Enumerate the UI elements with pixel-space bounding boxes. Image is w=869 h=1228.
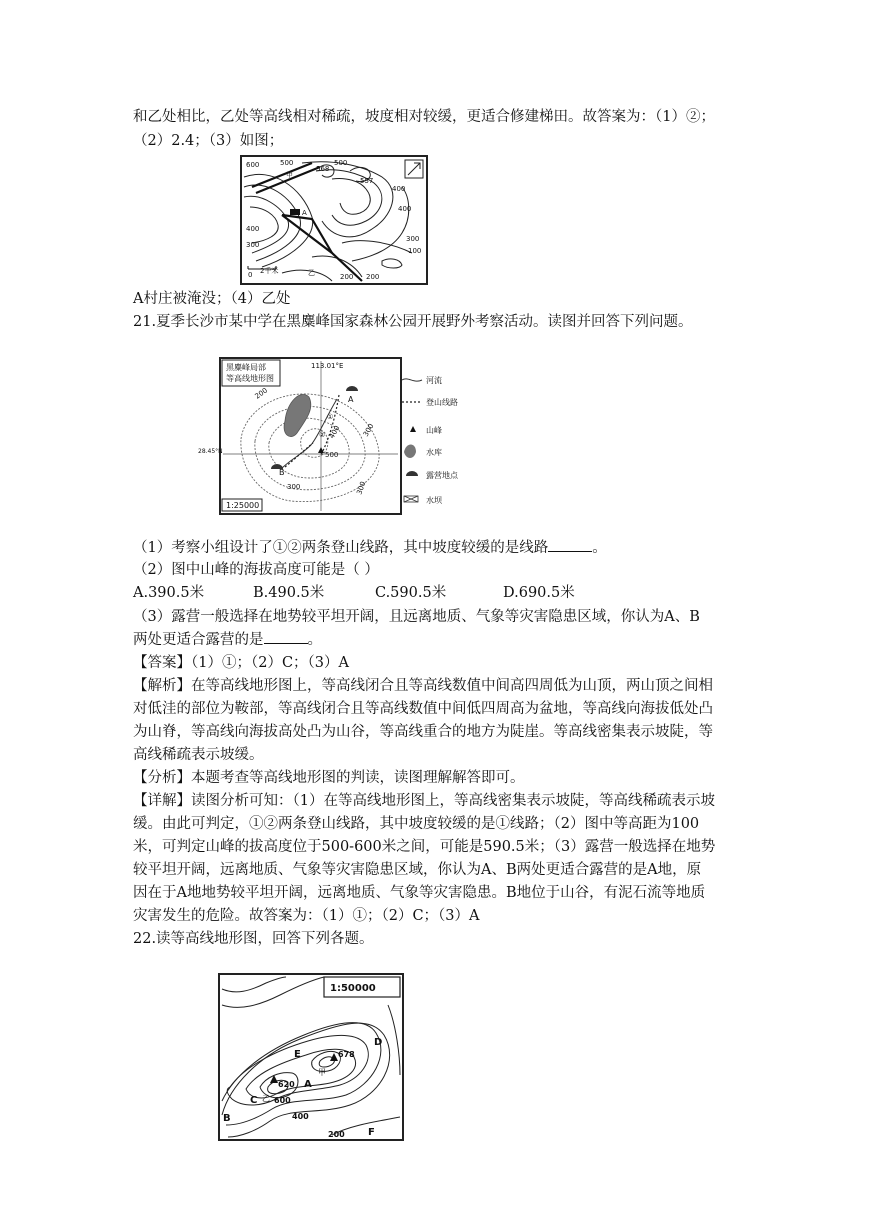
map3-elev-600: 600 bbox=[274, 1096, 291, 1105]
punct: 。 bbox=[307, 632, 322, 648]
map2-lon: 113.01°E bbox=[311, 362, 344, 370]
legend-label: 河流 bbox=[426, 376, 442, 385]
sub-question-3-cont bbox=[133, 629, 322, 651]
map1-label: 400 bbox=[246, 225, 260, 233]
option-d: D.690.5米 bbox=[503, 585, 575, 601]
answer-line: 【答案】（1）①；（2）C；（3）A bbox=[133, 655, 349, 671]
sub-question-1-text: （1）考察小组设计了①②两条登山线路，其中坡度较缓的是线路 bbox=[133, 540, 549, 556]
heimifeng-contour-map bbox=[219, 357, 402, 515]
option-c: C.590.5米 bbox=[375, 585, 447, 601]
legend-label: 水库 bbox=[426, 448, 442, 457]
map2-contour-label: 500 bbox=[325, 451, 339, 459]
legend-label: 登山线路 bbox=[426, 398, 458, 407]
option-b: B.490.5米 bbox=[253, 585, 325, 601]
map1-label: 500 bbox=[280, 159, 294, 167]
map2-contour-label: 300 bbox=[361, 422, 376, 438]
answer-blank bbox=[548, 537, 592, 552]
text-line: （2）2.4；（3）如图； bbox=[133, 133, 284, 149]
map1-label: 甲 bbox=[286, 171, 293, 179]
map2-contour-label: 300 bbox=[287, 483, 301, 491]
map2-scale: 1:25000 bbox=[226, 501, 260, 510]
question-21: 21.夏季长沙市某中学在黑麋峰国家森林公园开展野外考察活动。读图并回答下列问题。 bbox=[133, 314, 693, 330]
map3-label-yi: 乙 bbox=[262, 1094, 270, 1103]
map1-label: 300 bbox=[406, 235, 420, 243]
map1-label: 600 bbox=[246, 161, 260, 169]
sub-question-3: （3）露营一般选择在地势较平坦开阔，且远离地质、气象等灾害隐患区域，你认为A、B bbox=[133, 609, 700, 625]
punct: 。 bbox=[592, 540, 607, 556]
contour-map-answer-svg bbox=[242, 157, 426, 283]
map3-elev-620: 620 bbox=[278, 1080, 295, 1089]
sub-question-1 bbox=[133, 537, 607, 559]
reservoir-legend-icon bbox=[404, 445, 416, 459]
map3-elev-400: 400 bbox=[292, 1112, 309, 1121]
sub-question-2: （2）图中山峰的海拔高度可能是（ ） bbox=[133, 562, 379, 578]
detail-line: 缓。由此可判定，①②两条登山线路，其中坡度较缓的是①线路；（2）图中等高距为100 bbox=[133, 816, 700, 832]
legend-label: 露营地点 bbox=[426, 471, 458, 480]
map2-contour-label: 300 bbox=[355, 480, 368, 496]
map2-title-line1: 黑麋峰局部 bbox=[226, 363, 266, 372]
map2-legend bbox=[400, 372, 460, 506]
map3-elev-200: 200 bbox=[328, 1130, 345, 1139]
contour-map-q22 bbox=[218, 973, 404, 1141]
map1-label: 100 bbox=[408, 247, 422, 255]
text-line: A村庄被淹没；（4）乙处 bbox=[133, 291, 291, 307]
fenxi-line: 【分析】本题考查等高线地形图的判读，读图理解解答即可。 bbox=[133, 770, 525, 786]
answer-blank bbox=[264, 629, 308, 644]
map3-label-D: D bbox=[374, 1037, 383, 1048]
map3-elev-678: 678 bbox=[338, 1050, 355, 1059]
analysis-line: 对低洼的部位为鞍部，等高线闭合且等高线数值中间低四周高为盆地，等高线向海拔低处凸 bbox=[133, 701, 713, 717]
analysis-line: 高线稀疏表示坡缓。 bbox=[133, 747, 264, 763]
analysis-line: 【解析】在等高线地形图上，等高线闭合且等高线数值中间高四周低为山顶，两山顶之间相 bbox=[133, 678, 713, 694]
sub-question-3-text: 两处更适合露营的是 bbox=[133, 632, 264, 648]
detail-line: 因在于A地地势较平坦开阔，远离地质、气象等灾害隐患。B地位于山谷，有泥石流等地质 bbox=[133, 885, 706, 901]
map1-label: 400 bbox=[392, 185, 406, 193]
peak-legend-icon bbox=[410, 426, 416, 432]
map2-title-line2: 等高线地形图 bbox=[226, 374, 274, 383]
option-a: A.390.5米 bbox=[133, 585, 205, 601]
detail-line: 【详解】读图分析可知：（1）在等高线地形图上，等高线密集表示坡陡，等高线稀疏表示坡 bbox=[133, 793, 715, 809]
map1-label: 568 bbox=[316, 165, 330, 173]
contour-map-answer bbox=[240, 155, 428, 285]
river-legend-icon bbox=[402, 379, 422, 381]
map1-label: 0 bbox=[248, 271, 253, 279]
map2-route-2: ② bbox=[319, 431, 326, 439]
map3-label-F: F bbox=[368, 1127, 375, 1138]
legend-label: 山峰 bbox=[426, 426, 442, 435]
detail-line: 较平坦开阔，远离地质、气象等灾害隐患区域，你认为A、B两处更适合露营的是A地，原 bbox=[133, 862, 702, 878]
map1-label: 400 bbox=[398, 205, 412, 213]
heimifeng-map-svg bbox=[221, 359, 400, 513]
map1-label: 300 bbox=[246, 241, 260, 249]
map3-label-jia: 甲 bbox=[318, 1068, 326, 1077]
analysis-line: 为山脊，等高线向海拔高处凸为山谷，等高线重合的地方为陡崖。等高线密集表示坡陡，等 bbox=[133, 724, 713, 740]
map3-label-C: C bbox=[250, 1095, 258, 1106]
map1-label: 200 bbox=[366, 273, 380, 281]
text-line: 和乙处相比，乙处等高线相对稀疏，坡度相对较缓，更适合修建梯田。故答案为：（1）②； bbox=[133, 109, 715, 125]
map1-label: 乙 bbox=[308, 269, 315, 277]
camp-legend-icon bbox=[406, 471, 418, 476]
detail-line: 米，可判定山峰的拔高度位于500-600米之间，可能是590.5米；（3）露营一般选择在地势 bbox=[133, 839, 716, 855]
map1-label: 2千米 bbox=[260, 267, 279, 275]
map2-contour-label: 200 bbox=[253, 386, 270, 401]
options-row bbox=[133, 582, 575, 604]
map3-label-B: B bbox=[223, 1113, 231, 1124]
map2-lat: 28.45°N bbox=[198, 448, 223, 455]
map1-label: 200 bbox=[340, 273, 354, 281]
legend-label: 水坝 bbox=[426, 496, 442, 505]
map1-label: A bbox=[302, 209, 307, 217]
map2-point-B: B bbox=[279, 468, 285, 477]
map2-point-A: A bbox=[348, 395, 354, 404]
map3-scale: 1:50000 bbox=[330, 983, 376, 994]
map2-contour-label: 400 bbox=[327, 424, 342, 440]
map3-label-A: A bbox=[304, 1079, 312, 1090]
map2-route-1: ① bbox=[327, 413, 334, 421]
detail-line: 灾害发生的危险。故答案为：（1）①；（2）C；（3）A bbox=[133, 908, 480, 924]
map3-label-E: E bbox=[294, 1049, 301, 1060]
map1-label: 500 bbox=[334, 159, 348, 167]
map1-label: 557 bbox=[360, 177, 374, 185]
question-22: 22.读等高线地形图，回答下列各题。 bbox=[133, 931, 374, 947]
contour-map-q22-svg bbox=[220, 975, 402, 1139]
